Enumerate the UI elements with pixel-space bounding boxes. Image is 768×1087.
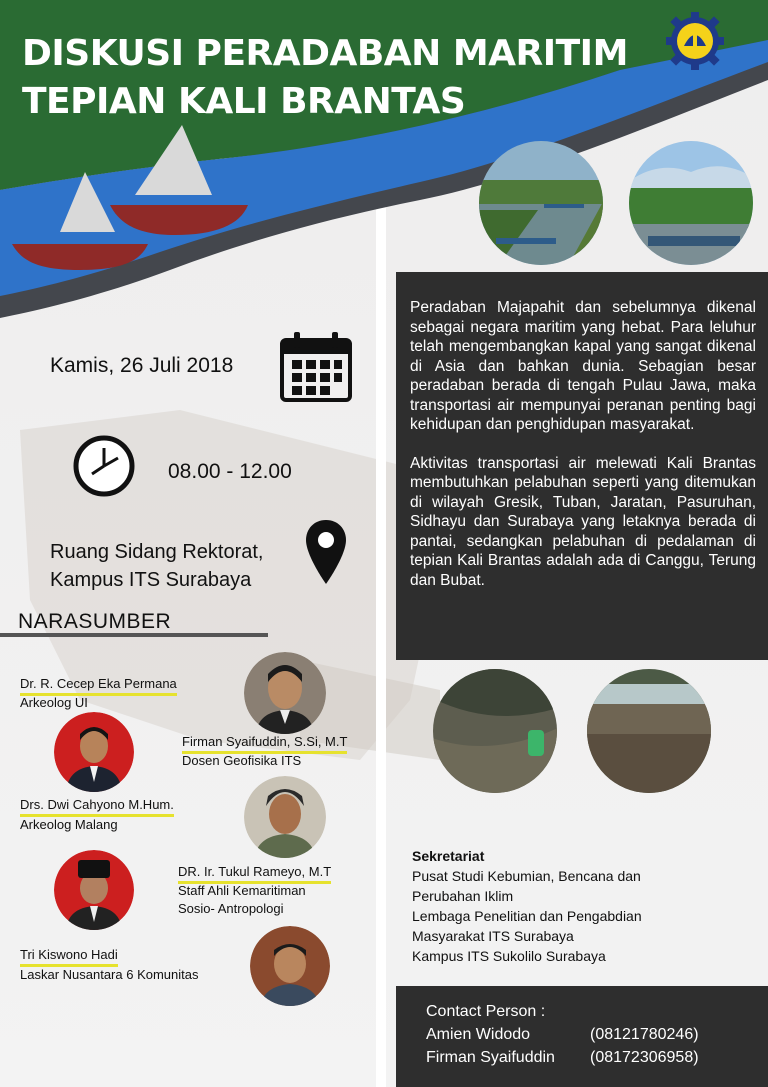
speaker-4-role: Staff Ahli Kemaritiman bbox=[178, 883, 306, 898]
sekretariat-line: Pusat Studi Kebumian, Bencana dan bbox=[412, 868, 641, 884]
contact-name: Amien Widodo bbox=[426, 1026, 531, 1043]
river-photo-1 bbox=[478, 140, 604, 266]
sekretariat-line: Masyarakat ITS Surabaya bbox=[412, 928, 574, 944]
description-box bbox=[396, 272, 768, 660]
narasumber-heading: NARASUMBER bbox=[18, 610, 172, 633]
event-date: Kamis, 26 Juli 2018 bbox=[50, 354, 234, 377]
site-photo-2 bbox=[586, 668, 712, 794]
sekretariat-line: Lembaga Penelitian dan Pengabdian bbox=[412, 908, 642, 924]
location-pin-icon bbox=[304, 518, 348, 588]
clock-icon bbox=[72, 434, 136, 498]
site-photo-1 bbox=[432, 668, 558, 794]
speaker-1-role: Arkeolog UI bbox=[20, 695, 88, 710]
poster-title bbox=[22, 30, 628, 126]
speaker-4-photo bbox=[54, 850, 134, 930]
place-line-1: Ruang Sidang Rektorat, bbox=[50, 541, 264, 563]
speaker-2-role: Dosen Geofisika ITS bbox=[182, 753, 302, 768]
description-paragraph-1: Peradaban Majapahit dan sebelumnya dikenal sebagai negara maritim yang hebat. Para leluhur telah mengembangkan kapal yang sangat dikenal di Asia dan bahkan dunia. Sebagian besar peradaban berada di tengah Pulau Jawa, maka transportasi air mempunyai peranan penting bagi kehidupan dan penghidupan masyarakat. bbox=[410, 299, 756, 433]
contact-heading: Contact Person : bbox=[426, 1003, 546, 1020]
speaker-1-name: Dr. R. Cecep Eka Permana bbox=[20, 676, 177, 696]
sekretariat-heading: Sekretariat bbox=[412, 848, 485, 864]
contact-phone: (08172306958) bbox=[590, 1049, 699, 1066]
calendar-icon bbox=[280, 330, 352, 402]
contact-name: Firman Syaifuddin bbox=[426, 1049, 555, 1066]
sekretariat-block bbox=[412, 846, 642, 966]
contact-phone: (08121780246) bbox=[590, 1026, 699, 1043]
title-line-2: TEPIAN KALI BRANTAS bbox=[22, 81, 466, 122]
speaker-5-role: Laskar Nusantara 6 Komunitas bbox=[20, 967, 199, 982]
speaker-4-name: DR. Ir. Tukul Rameyo, M.T bbox=[178, 864, 331, 884]
speaker-5-photo bbox=[250, 926, 330, 1006]
place-line-2: Kampus ITS Surabaya bbox=[50, 569, 252, 591]
speaker-2-name: Firman Syaifuddin, S.Si, M.T bbox=[182, 734, 347, 754]
sekretariat-line: Kampus ITS Sukolilo Surabaya bbox=[412, 948, 606, 964]
speaker-1-photo bbox=[244, 652, 326, 734]
speaker-3-photo bbox=[244, 776, 326, 858]
speaker-3-name: Drs. Dwi Cahyono M.Hum. bbox=[20, 797, 174, 817]
column-divider bbox=[376, 200, 386, 1087]
narasumber-rule bbox=[0, 633, 268, 637]
speaker-4-role-2: Sosio- Antropologi bbox=[178, 901, 284, 916]
title-line-1: DISKUSI PERADABAN MARITIM bbox=[22, 33, 628, 74]
event-place bbox=[50, 538, 263, 594]
its-logo bbox=[664, 10, 726, 72]
contact-row bbox=[426, 1023, 768, 1046]
speaker-5-name: Tri Kiswono Hadi bbox=[20, 947, 118, 967]
speaker-2-photo bbox=[54, 712, 134, 792]
event-time: 08.00 - 12.00 bbox=[168, 460, 292, 483]
contact-box bbox=[396, 986, 768, 1087]
river-photo-2 bbox=[628, 140, 754, 266]
description-paragraph-2: Aktivitas transportasi air melewati Kali Brantas membutuhkan pelabuhan seperti yang ditemukan di wilayah Gresik, Tuban, Jaratan, Pasuruhan, Sidhayu dan Surabaya yang letaknya berada di pantai, sedangkan pelabuhan di pedalaman di tepian Kali Brantas adalah ada di Canggu, Terung dan Bubat. bbox=[410, 454, 756, 589]
contact-row bbox=[426, 1046, 768, 1069]
sekretariat-line: Perubahan Iklim bbox=[412, 888, 514, 904]
speaker-3-role: Arkeolog Malang bbox=[20, 817, 118, 832]
